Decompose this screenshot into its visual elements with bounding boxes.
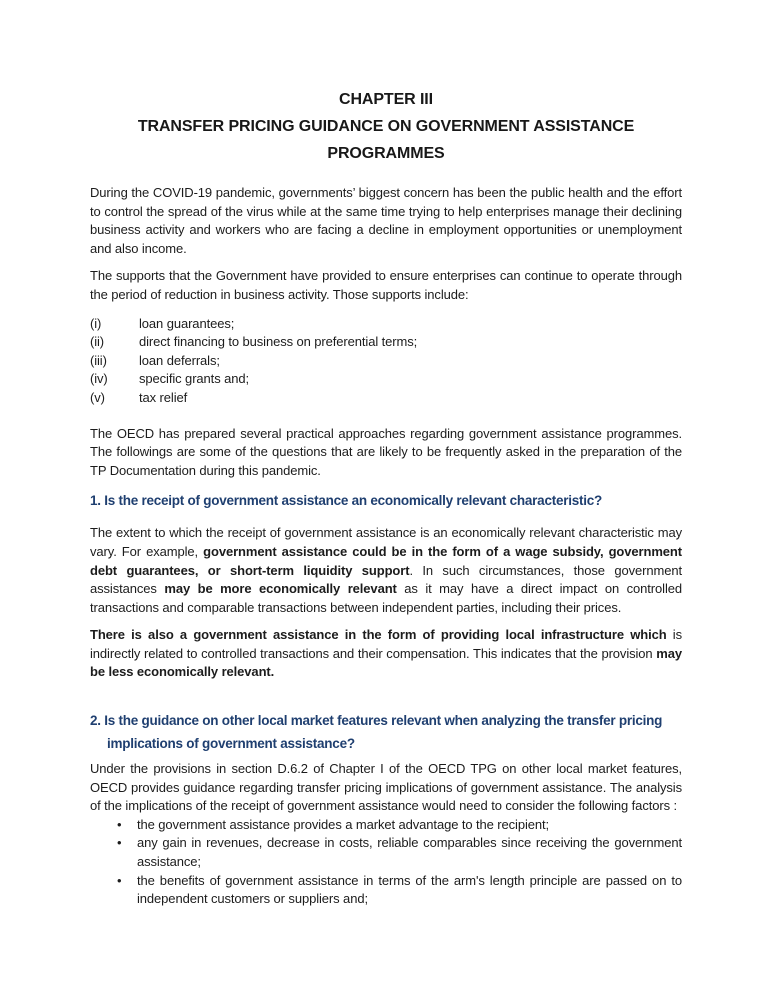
section1-paragraph-1: The extent to which the receipt of government assistance is an economically relevant characteristic may vary. For example, government assistance could be in the form of a wage subsidy, government debt guarantees, or short-term liquidity support. In such circumstances, those government assistances may be more economically relevant as it may have a direct impact on controlled transactions and comparable transactions between independent parties, including their prices. — [90, 525, 682, 615]
list-item-marker: (iv) — [90, 371, 108, 387]
intro-paragraph-supports: The supports that the Government have provided to ensure enterprises can continue to operate through the period of reduction in business activity. Those supports include: — [90, 268, 682, 302]
factor-item — [90, 816, 682, 835]
factor-item — [90, 872, 682, 909]
bullet-icon: • — [117, 872, 122, 888]
chapter-title-line-2: TRANSFER PRICING GUIDANCE ON GOVERNMENT ASSISTANCE — [137, 118, 635, 135]
list-item-text: specific grants and; — [139, 371, 250, 387]
list-item — [90, 315, 682, 334]
list-item-text: loan guarantees; — [139, 315, 235, 331]
list-item-text: tax relief — [139, 389, 188, 405]
document-content — [90, 86, 682, 909]
intro-paragraph-oecd: The OECD has prepared several practical approaches regarding government assistance programmes. The followings are some of the questions that are likely to be frequently asked in the preparation of the TP Documentation during this pandemic. — [90, 425, 682, 478]
chapter-title-line-1: CHAPTER III — [338, 91, 434, 108]
factors-list — [90, 816, 682, 909]
list-item-marker: (iii) — [90, 352, 107, 368]
list-item — [90, 370, 682, 389]
chapter-title-line-3: PROGRAMMES — [327, 145, 445, 162]
factor-item — [90, 834, 682, 871]
factor-item-text: any gain in revenues, decrease in costs, reliable comparables since receiving the government assistance; — [137, 835, 682, 870]
list-item — [90, 333, 682, 352]
list-item-marker: (ii) — [90, 334, 105, 350]
list-item — [90, 389, 682, 408]
section1-paragraph-2: There is also a government assistance in the form of providing local infrastructure which is indirectly related to controlled transactions and their compensation. This indicates that the provision may be less economically relevant. — [90, 627, 682, 680]
bullet-icon: • — [117, 816, 122, 832]
factor-item-text: the benefits of government assistance in terms of the arm's length principle are passed on to independent customers or suppliers and; — [137, 872, 682, 907]
supports-list — [90, 315, 682, 408]
chapter-title — [90, 86, 682, 167]
question-2-heading: 2. Is the guidance on other local market features relevant when analyzing the transfer pricing implications of government assistance? — [90, 713, 663, 751]
bullet-icon: • — [117, 835, 122, 851]
intro-paragraph-covid: During the COVID-19 pandemic, governments’ biggest concern has been the public health and the effort to control the spread of the virus while at the same time trying to help enterprises manage their declining business activity and workers who are facing a decline in employment opportunities or unemployment and also income. — [90, 185, 682, 256]
section2-paragraph-1: Under the provisions in section D.6.2 of Chapter I of the OECD TPG on other local market features, OECD provides guidance regarding transfer pricing implications of government assistance. The analysis of the implications of the receipt of government assistance would need to consider the following factors : — [90, 761, 682, 814]
list-item — [90, 352, 682, 371]
list-item-marker: (i) — [90, 315, 102, 331]
question-1-heading: 1. Is the receipt of government assistance an economically relevant characteristic? — [90, 493, 602, 509]
list-item-text: direct financing to business on preferential terms; — [139, 334, 418, 350]
list-item-marker: (v) — [90, 389, 105, 405]
list-item-text: loan deferrals; — [139, 352, 220, 368]
factor-item-text: the government assistance provides a market advantage to the recipient; — [137, 816, 550, 832]
